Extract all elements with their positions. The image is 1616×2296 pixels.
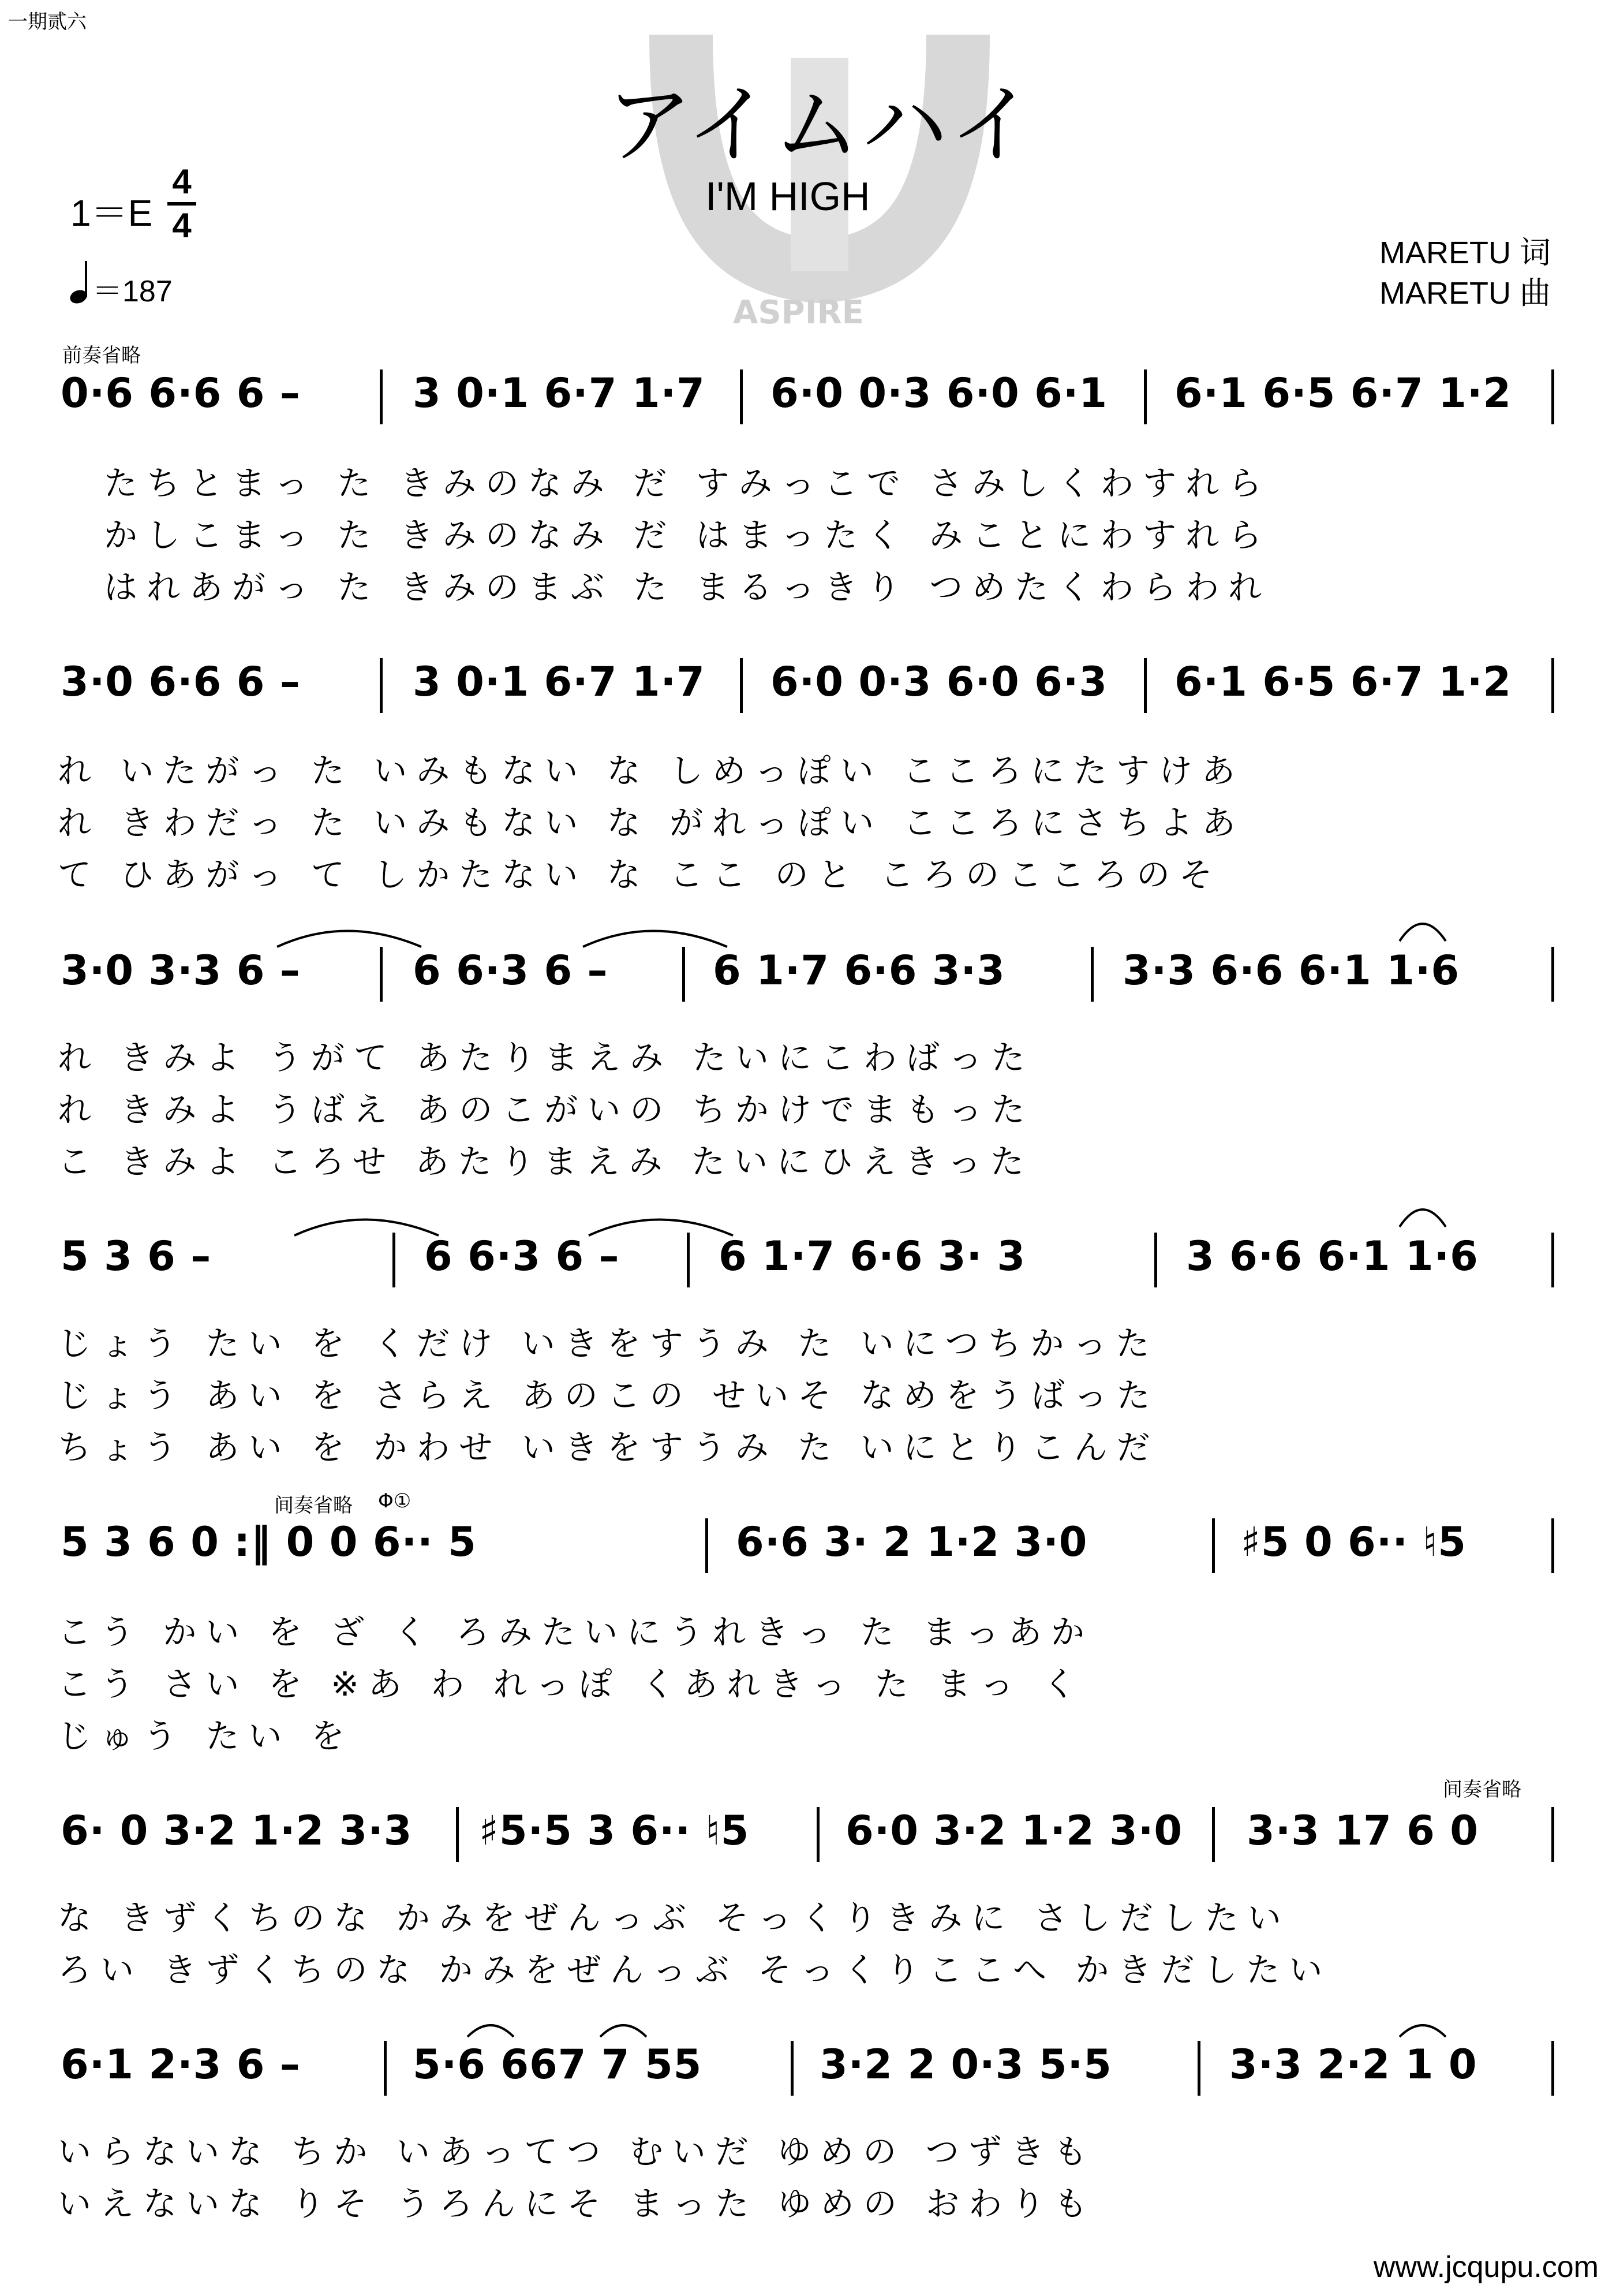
lyric-line: じゅう たい を — [58, 1716, 354, 1756]
measure: 6 1·7 6·6 3· 3 — [719, 1233, 1026, 1280]
measure: 5 3 6 – — [61, 1233, 212, 1280]
lyricist-credit: MARETU 词 — [1379, 236, 1551, 270]
measure: 3·2 2 0·3 5·5 — [820, 2041, 1112, 2088]
time-signature-bottom: 4 — [172, 206, 192, 245]
barline — [384, 2041, 387, 2096]
time-signature-bar — [167, 202, 196, 206]
measure: 3·3 2·2 1 0 — [1229, 2041, 1477, 2088]
measure: ♯5 0 6·· ♮5 — [1241, 1518, 1467, 1566]
lyric-line: れ きわだっ た いみもない な がれっぽい こころにさちよあ — [58, 803, 1245, 842]
barline — [687, 1233, 690, 1287]
lyric-line: いらないな ちか いあってつ むいだ ゆめの つずきも — [58, 2132, 1097, 2171]
barline — [1551, 1807, 1554, 1862]
lyric-line: じょう たい を くだけ いきをすうみ た いにつちかった — [58, 1324, 1159, 1363]
barline — [1144, 369, 1147, 424]
barline — [1551, 947, 1554, 1002]
measure: 3·0 3·3 6 – — [61, 947, 301, 994]
barline — [1144, 658, 1147, 713]
svg-text:ASPIRE: ASPIRE — [733, 294, 864, 331]
measure: 3·3 17 6 0 — [1247, 1807, 1479, 1854]
lyric-line: かしこまっ た きみのなみ だ はまったく みことにわすれら — [104, 516, 1271, 555]
measure: 6·0 3·2 1·2 3·0 — [846, 1807, 1183, 1854]
measure: 6·0 0·3 6·0 6·1 — [770, 369, 1108, 417]
barline — [380, 369, 383, 424]
lyric-line: たちとまっ た きみのなみ だ すみっこで さみしくわすれら — [104, 464, 1271, 503]
coda-sign: Φ① — [378, 1489, 412, 1513]
barline — [1551, 658, 1554, 713]
barline — [740, 658, 743, 713]
measure: 6 6·3 6 – — [424, 1233, 620, 1280]
measure: 6·1 6·5 6·7 1·2 — [1174, 369, 1512, 417]
barline — [456, 1807, 459, 1862]
lyric-line: な きずくちのな かみをぜんっぶ そっくりきみに さしだしたい — [58, 1898, 1290, 1937]
measure: 6· 0 3·2 1·2 3·3 — [61, 1807, 413, 1854]
measure: 5 3 6 0 :‖ 0 0 6·· 5 — [61, 1518, 477, 1566]
barline — [817, 1807, 820, 1862]
barline — [1551, 2041, 1554, 2096]
time-signature-top: 4 — [172, 162, 192, 201]
song-title: アイムハイ — [606, 75, 1037, 176]
barline — [1154, 1233, 1157, 1287]
barline — [1091, 947, 1094, 1002]
measure: 6 6·3 6 – — [413, 947, 608, 994]
lyric-line: はれあがっ た きみのまぶ た まるっきり つめたくわらわれ — [104, 568, 1271, 607]
lyric-line: こ きみよ ころせ あたりまえみ たいにひえきった — [58, 1142, 1034, 1181]
intro-omitted-label: 前奏省略 — [62, 344, 141, 367]
barline — [392, 1233, 395, 1287]
corner-label: 一期贰六 — [8, 10, 87, 33]
barline — [1551, 1233, 1554, 1287]
lyric-line: じょう あい を さらえ あのこの せいそ なめをうばった — [58, 1376, 1159, 1415]
measure: 3·3 6·6 6·1 1·6 — [1123, 947, 1460, 994]
interlude-omitted-label-2: 间奏省略 — [1443, 1778, 1521, 1801]
measure: 5·6 667 7 55 — [413, 2041, 702, 2088]
measure: ♯5·5 3 6·· ♮5 — [479, 1807, 750, 1854]
slur-mark — [1397, 2014, 1449, 2043]
lyric-line: れ きみよ うがて あたりまえみ たいにこわばった — [58, 1038, 1034, 1077]
barline — [380, 947, 383, 1002]
lyric-line: て ひあがっ て しかたない な ここ のと ころのこころのそ — [58, 855, 1222, 894]
tempo-marking: ＝187 — [92, 275, 173, 308]
measure: 6 1·7 6·6 3·3 — [713, 947, 1005, 994]
measure: 6·1 6·5 6·7 1·2 — [1174, 658, 1512, 705]
lyric-line: ろい きずくちのな かみをぜんっぶ そっくりここへ かきだしたい — [58, 1950, 1332, 1989]
quarter-note-icon — [68, 259, 93, 305]
lyric-line: れ きみよ うばえ あのこがいの ちかけでまもった — [58, 1090, 1034, 1129]
barline — [1212, 1518, 1215, 1573]
barline — [1212, 1807, 1215, 1862]
measure: 3 0·1 6·7 1·7 — [413, 658, 705, 705]
time-signature — [167, 163, 196, 245]
measure: 3 6·6 6·1 1·6 — [1186, 1233, 1479, 1280]
slur-mark — [1397, 912, 1449, 947]
lyric-line: ちょう あい を かわせ いきをすうみ た いにとりこんだ — [58, 1428, 1159, 1467]
measure: 6·6 3· 2 1·2 3·0 — [736, 1518, 1088, 1566]
slur-marks — [462, 2014, 693, 2043]
song-subtitle: I'M HIGH — [705, 174, 870, 219]
composer-credit: MARETU 曲 — [1379, 276, 1551, 311]
lyric-line: いえないな りそ うろんにそ まった ゆめの おわりも — [58, 2184, 1097, 2223]
barline — [740, 369, 743, 424]
barline — [1551, 1518, 1554, 1573]
barline — [1551, 369, 1554, 424]
measure: 3 0·1 6·7 1·7 — [413, 369, 705, 417]
measure: 6·0 0·3 6·0 6·3 — [770, 658, 1108, 705]
lyric-line: れ いたがっ た いみもない な しめっぽい こころにたすけあ — [58, 751, 1245, 790]
interlude-omitted-label: 间奏省略 — [274, 1494, 353, 1517]
barline — [380, 658, 383, 713]
measure: 0·6 6·6 6 – — [61, 369, 301, 417]
slur-mark — [1397, 1198, 1449, 1233]
lyric-line: こう さい を ※あ わ れっぽ くあれきっ た まっ く — [58, 1664, 1086, 1704]
barline — [791, 2041, 794, 2096]
barline — [1198, 2041, 1200, 2096]
lyric-line: こう かい を ざ く ろみたいにうれきっ た まっあか — [58, 1612, 1094, 1652]
measure: 3·0 6·6 6 – — [61, 658, 301, 705]
measure: 6·1 2·3 6 – — [61, 2041, 301, 2088]
key-signature: 1＝E — [70, 192, 153, 234]
website-watermark: www.jcqupu.com — [1373, 2250, 1599, 2284]
barline — [682, 947, 685, 1002]
barline — [705, 1518, 708, 1573]
